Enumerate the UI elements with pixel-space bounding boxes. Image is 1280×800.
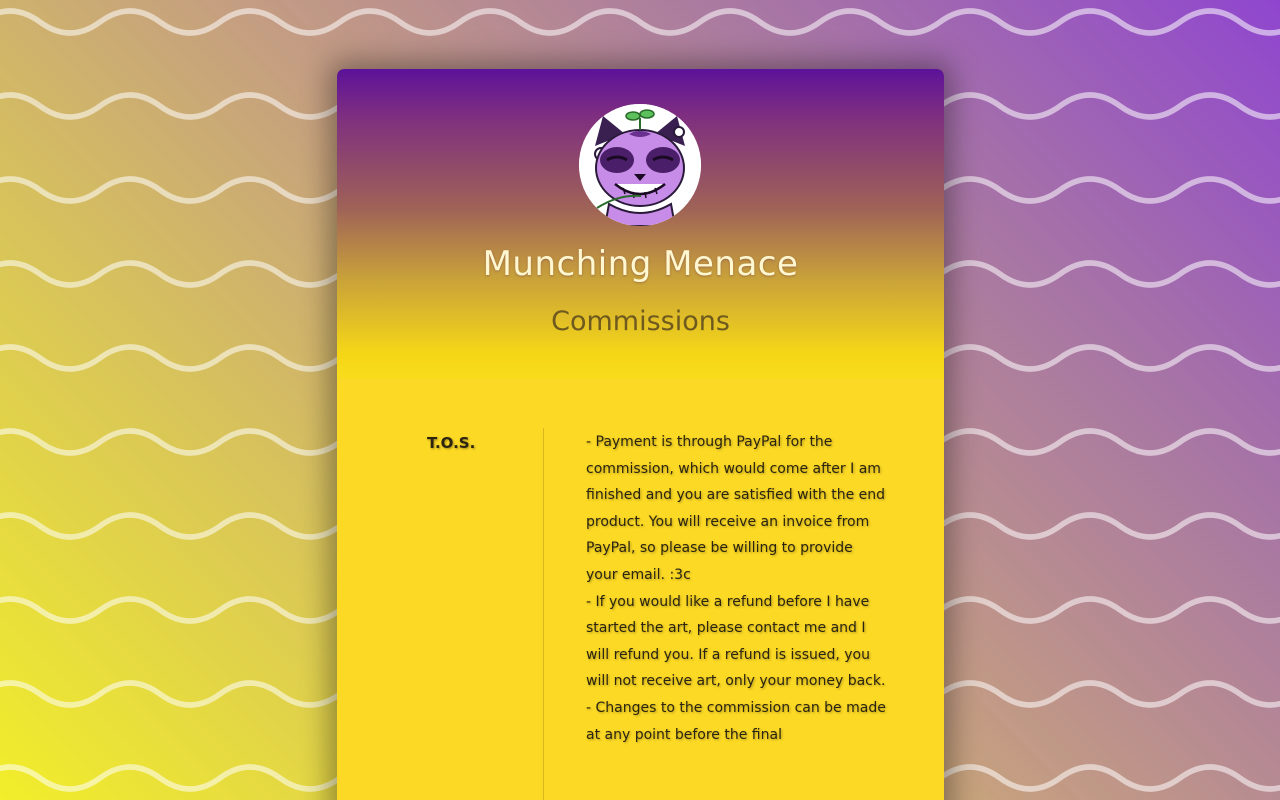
tos-section xyxy=(337,378,944,800)
avatar[interactable] xyxy=(579,104,701,226)
profile-card xyxy=(337,69,944,800)
section-divider xyxy=(543,428,544,800)
tos-item: - If you would like a refund before I have started the art, please contact me and I will refund you. If a refund is issued, you will not receive art, only your money back. xyxy=(586,593,886,690)
tos-item: - Payment is through PayPal for the commission, which would come after I am finished and you are satisfied with the end product. You will receive an invoice from PayPal, so please be willing to provide your email. :3c xyxy=(586,434,886,583)
purple-cat-avatar-icon xyxy=(579,104,701,226)
tos-body xyxy=(586,429,886,748)
tos-item: - Changes to the commission can be made at any point before the final xyxy=(586,699,886,743)
site-title: Munching Menace xyxy=(482,244,799,284)
card-header xyxy=(337,69,944,378)
tos-label: T.O.S. xyxy=(427,434,476,452)
wave-line xyxy=(0,11,1280,33)
site-subtitle: Commissions xyxy=(551,306,730,337)
